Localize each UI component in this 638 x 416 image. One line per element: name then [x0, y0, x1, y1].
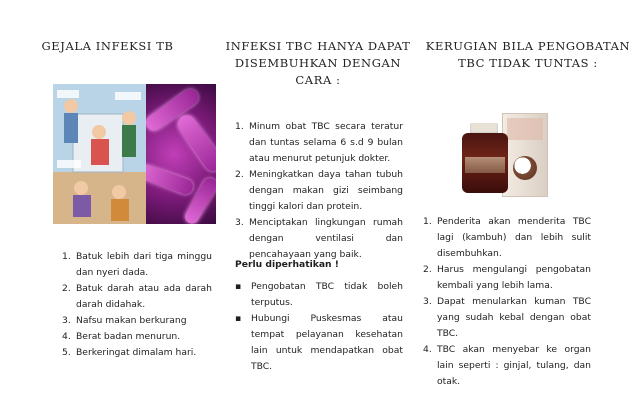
- medicine-product-image: [462, 113, 546, 201]
- list-item: ▪ Pengobatan TBC tidak boleh terputus.: [235, 281, 403, 308]
- list-item: 4. TBC akan menyebar ke organ lain seperti : ginjal, tulang, dan otak.: [423, 344, 591, 387]
- losses-list: [423, 214, 591, 390]
- list-item: 3. Dapat menularkan kuman TBC yang sudah kebal dengan obat TBC.: [423, 296, 591, 339]
- heading-symptoms: GEJALA INFEKSI TB: [41, 39, 174, 53]
- heading-losses: KERUGIAN BILA PENGOBATAN TBC TIDAK TUNTAS :: [425, 39, 631, 70]
- illustration-tb-patients-image: [53, 84, 146, 224]
- list-item: 2. Harus mengulangi pengobatan kembali yang lebih lama.: [423, 264, 591, 291]
- list-item: 3. Nafsu makan berkurang: [62, 315, 187, 326]
- product-box: [502, 113, 548, 197]
- symptoms-list: [62, 249, 212, 361]
- list-item: 2. Meningkatkan daya tahan tubuh dengan makan gizi seimbang tinggi kalori dan protein.: [235, 169, 403, 212]
- bacteria-microscope-image: [146, 84, 216, 224]
- list-item: ▪ Hubungi Puskesmas atau tempat pelayanan kesehatan lain untuk mendapatkan obat TBC.: [235, 313, 403, 372]
- list-item: 4. Berat badan menurun.: [62, 331, 181, 342]
- list-item: 5. Berkeringat dimalam hari.: [62, 347, 197, 358]
- attention-bullets: [235, 279, 403, 375]
- list-item: 2. Batuk darah atau ada darah darah didahak.: [62, 283, 212, 310]
- attention-note: Perlu diperhatikan !: [235, 259, 339, 270]
- list-item: 1. Minum obat TBC secara teratur dan tuntas selama 6 s.d 9 bulan atau menurut petunjuk dokter.: [235, 121, 403, 164]
- list-item: 3. Menciptakan lingkungan rumah dengan ventilasi dan pencahayaan yang baik.: [235, 217, 403, 260]
- heading-cure: INFEKSI TBC HANYA DAPAT DISEMBUHKAN DENGAN CARA :: [225, 39, 411, 87]
- list-item: 1. Penderita akan menderita TBC lagi (kambuh) dan lebih sulit disembuhkan.: [423, 216, 591, 259]
- list-item: 1. Batuk lebih dari tiga minggu dan nyeri dada.: [62, 251, 212, 278]
- cure-list: [235, 119, 403, 263]
